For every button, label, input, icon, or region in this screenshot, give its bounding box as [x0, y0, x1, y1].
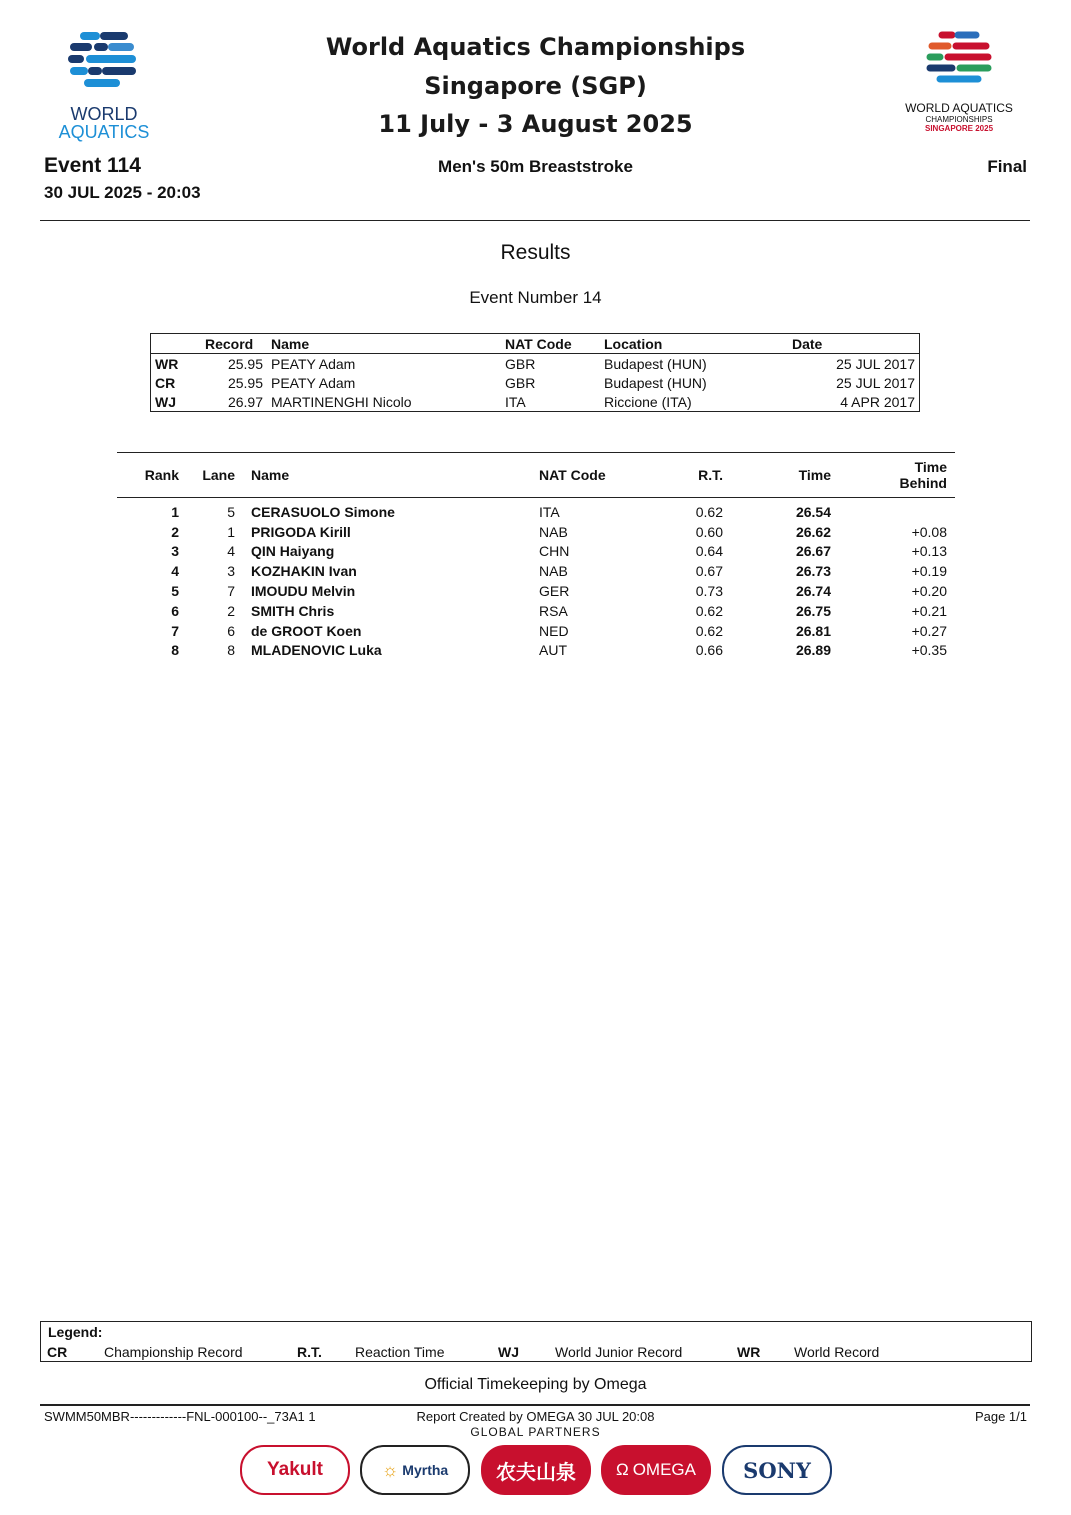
legend-code: R.T. — [297, 1344, 322, 1360]
host-title: Singapore (SGP) — [424, 72, 647, 100]
results-header-rank: Rank — [117, 453, 187, 498]
record-value: 25.95 — [227, 355, 263, 372]
record-row — [151, 373, 920, 392]
legend-code: WR — [737, 1344, 761, 1360]
result-row — [117, 641, 955, 661]
report-created: Report Created by OMEGA 30 JUL 20:08 — [416, 1409, 655, 1424]
records-header-date: Date — [788, 334, 920, 354]
record-nat: GBR — [505, 355, 536, 372]
record-nat: ITA — [505, 393, 526, 410]
record-value: 26.97 — [227, 393, 263, 410]
result-rank: 8 — [171, 642, 179, 659]
legend-desc: World Junior Record — [555, 1344, 683, 1360]
result-row — [117, 561, 955, 581]
result-rank: 2 — [171, 523, 179, 540]
result-rt: 0.62 — [695, 622, 723, 639]
result-rt: 0.62 — [695, 602, 723, 619]
result-time: 26.81 — [795, 622, 831, 639]
result-nat: ITA — [539, 503, 560, 520]
logo-text-world: WORLD — [70, 104, 138, 124]
results-header-nat: NAT Code — [531, 453, 631, 498]
result-name: SMITH Chris — [251, 602, 335, 619]
result-nat: AUT — [539, 642, 567, 659]
result-rank: 7 — [171, 622, 179, 639]
result-name: CERASUOLO Simone — [251, 503, 395, 520]
result-lane: 8 — [227, 642, 235, 659]
header-divider — [40, 220, 1030, 221]
sun-icon: ☼ — [381, 1459, 399, 1480]
record-value: 25.95 — [227, 374, 263, 391]
logo-text-championships-sub: CHAMPIONSHIPS — [925, 115, 993, 124]
section-title: Results — [500, 241, 571, 264]
result-lane: 3 — [227, 563, 235, 580]
records-header-code — [151, 334, 202, 354]
record-location: Budapest (HUN) — [604, 374, 707, 391]
results-header-row — [117, 453, 955, 498]
sponsor-sony-logo: SONY — [722, 1445, 832, 1495]
record-date: 25 JUL 2017 — [836, 355, 915, 372]
results-header-lane: Lane — [187, 453, 243, 498]
record-code: CR — [155, 374, 176, 391]
result-rt: 0.67 — [695, 563, 723, 580]
result-lane: 2 — [227, 602, 235, 619]
logo-text-singapore: SINGAPORE 2025 — [924, 124, 994, 133]
legend-desc: Championship Record — [104, 1344, 243, 1360]
result-behind: +0.27 — [911, 622, 947, 639]
results-header-rt: R.T. — [631, 453, 731, 498]
sponsor-myrtha-logo — [360, 1445, 470, 1495]
records-header-nat: NAT Code — [501, 334, 600, 354]
result-lane: 6 — [227, 622, 235, 639]
result-rank: 4 — [171, 563, 179, 580]
result-lane: 5 — [227, 503, 235, 520]
legend-box — [40, 1321, 1032, 1362]
result-name: de GROOT Koen — [251, 622, 362, 639]
results-header-behind-line2: Behind — [899, 475, 947, 491]
result-rt: 0.64 — [695, 543, 723, 560]
report-code: SWMM50MBR-------------FNL-000100--_73A1 1 — [44, 1409, 316, 1424]
result-behind: +0.19 — [911, 563, 947, 580]
legend-desc: Reaction Time — [355, 1344, 445, 1360]
event-phase: Final — [987, 157, 1027, 176]
event-label: Event 114 — [44, 154, 141, 177]
date-range-title: 11 July - 3 August 2025 — [378, 110, 693, 138]
record-name: PEATY Adam — [271, 355, 356, 372]
result-time: 26.67 — [795, 543, 831, 560]
results-table — [117, 452, 955, 660]
result-rank: 5 — [171, 583, 179, 600]
event-datetime: 30 JUL 2025 - 20:03 — [44, 183, 201, 202]
result-time: 26.89 — [795, 642, 831, 659]
sponsor-yakult-logo: Yakult — [240, 1445, 350, 1495]
championship-title: World Aquatics Championships — [325, 33, 746, 61]
result-row — [117, 522, 955, 542]
record-nat: GBR — [505, 374, 536, 391]
record-row — [151, 354, 920, 374]
result-name: QIN Haiyang — [251, 543, 335, 560]
result-nat: NED — [539, 622, 569, 639]
legend-code: WJ — [498, 1344, 519, 1360]
result-behind: +0.13 — [911, 543, 947, 560]
result-time: 26.75 — [795, 602, 831, 619]
logo-text-aquatics: AQUATICS — [58, 122, 150, 142]
record-location: Riccione (ITA) — [604, 393, 692, 410]
record-name: MARTINENGHI Nicolo — [271, 393, 412, 410]
record-code: WJ — [155, 393, 176, 410]
result-time: 26.74 — [795, 583, 831, 600]
result-rt: 0.66 — [695, 642, 723, 659]
result-lane: 4 — [227, 543, 235, 560]
result-rank: 1 — [171, 503, 179, 520]
results-header-behind — [839, 453, 955, 498]
result-name: MLADENOVIC Luka — [251, 642, 382, 659]
legend-title: Legend: — [48, 1324, 103, 1340]
page-number: Page 1/1 — [974, 1409, 1027, 1424]
result-nat: GER — [539, 583, 570, 600]
result-row — [117, 601, 955, 621]
result-nat: NAB — [539, 523, 568, 540]
result-nat: RSA — [539, 602, 568, 619]
record-location: Budapest (HUN) — [604, 355, 707, 372]
result-time: 26.54 — [795, 503, 831, 520]
result-name: KOZHAKIN Ivan — [251, 563, 357, 580]
record-name: PEATY Adam — [271, 374, 356, 391]
result-lane: 7 — [227, 583, 235, 600]
global-partners-label: GLOBAL PARTNERS — [470, 1425, 601, 1439]
results-header-name: Name — [243, 453, 531, 498]
result-behind: +0.08 — [911, 523, 947, 540]
result-lane: 1 — [227, 523, 235, 540]
records-header-location: Location — [600, 334, 788, 354]
sponsor-omega-logo — [601, 1445, 711, 1495]
event-number: Event Number 14 — [469, 288, 602, 307]
legend-code: CR — [47, 1344, 68, 1360]
result-rank: 3 — [171, 543, 179, 560]
record-row — [151, 392, 920, 412]
result-row — [117, 542, 955, 562]
records-header-record: Record — [201, 334, 267, 354]
results-header-time: Time — [731, 453, 839, 498]
result-behind — [839, 502, 955, 522]
result-nat: CHN — [539, 543, 570, 560]
event-name: Men's 50m Breaststroke — [438, 157, 633, 176]
timekeeping-note: Official Timekeeping by Omega — [424, 1376, 647, 1393]
result-behind: +0.20 — [911, 583, 947, 600]
record-date: 4 APR 2017 — [840, 393, 915, 410]
records-table — [150, 333, 920, 412]
result-behind: +0.35 — [911, 642, 947, 659]
omega-icon: Ω — [615, 1460, 629, 1479]
record-date: 25 JUL 2017 — [836, 374, 915, 391]
result-row — [117, 581, 955, 601]
footer-divider — [40, 1404, 1030, 1406]
result-rt: 0.60 — [695, 523, 723, 540]
record-code: WR — [155, 355, 179, 372]
result-rt: 0.62 — [695, 503, 723, 520]
result-rank: 6 — [171, 602, 179, 619]
result-name: IMOUDU Melvin — [251, 583, 356, 600]
result-name: PRIGODA Kirill — [251, 523, 351, 540]
sponsor-omega-text: OMEGA — [632, 1460, 696, 1479]
result-time: 26.73 — [795, 563, 831, 580]
result-row — [117, 502, 955, 522]
records-header-row — [151, 334, 920, 354]
result-rt: 0.73 — [695, 583, 723, 600]
result-nat: NAB — [539, 563, 568, 580]
records-header-name: Name — [267, 334, 501, 354]
logo-text-championship: WORLD AQUATICS — [905, 101, 1013, 115]
legend-desc: World Record — [794, 1344, 880, 1360]
result-time: 26.62 — [795, 523, 831, 540]
result-row — [117, 621, 955, 641]
result-behind: +0.21 — [911, 602, 947, 619]
sponsor-myrtha-text: Myrtha — [402, 1462, 449, 1478]
results-header-behind-line1: Time — [914, 459, 947, 475]
sponsor-nongfu-logo: 农夫山泉 — [481, 1445, 591, 1495]
